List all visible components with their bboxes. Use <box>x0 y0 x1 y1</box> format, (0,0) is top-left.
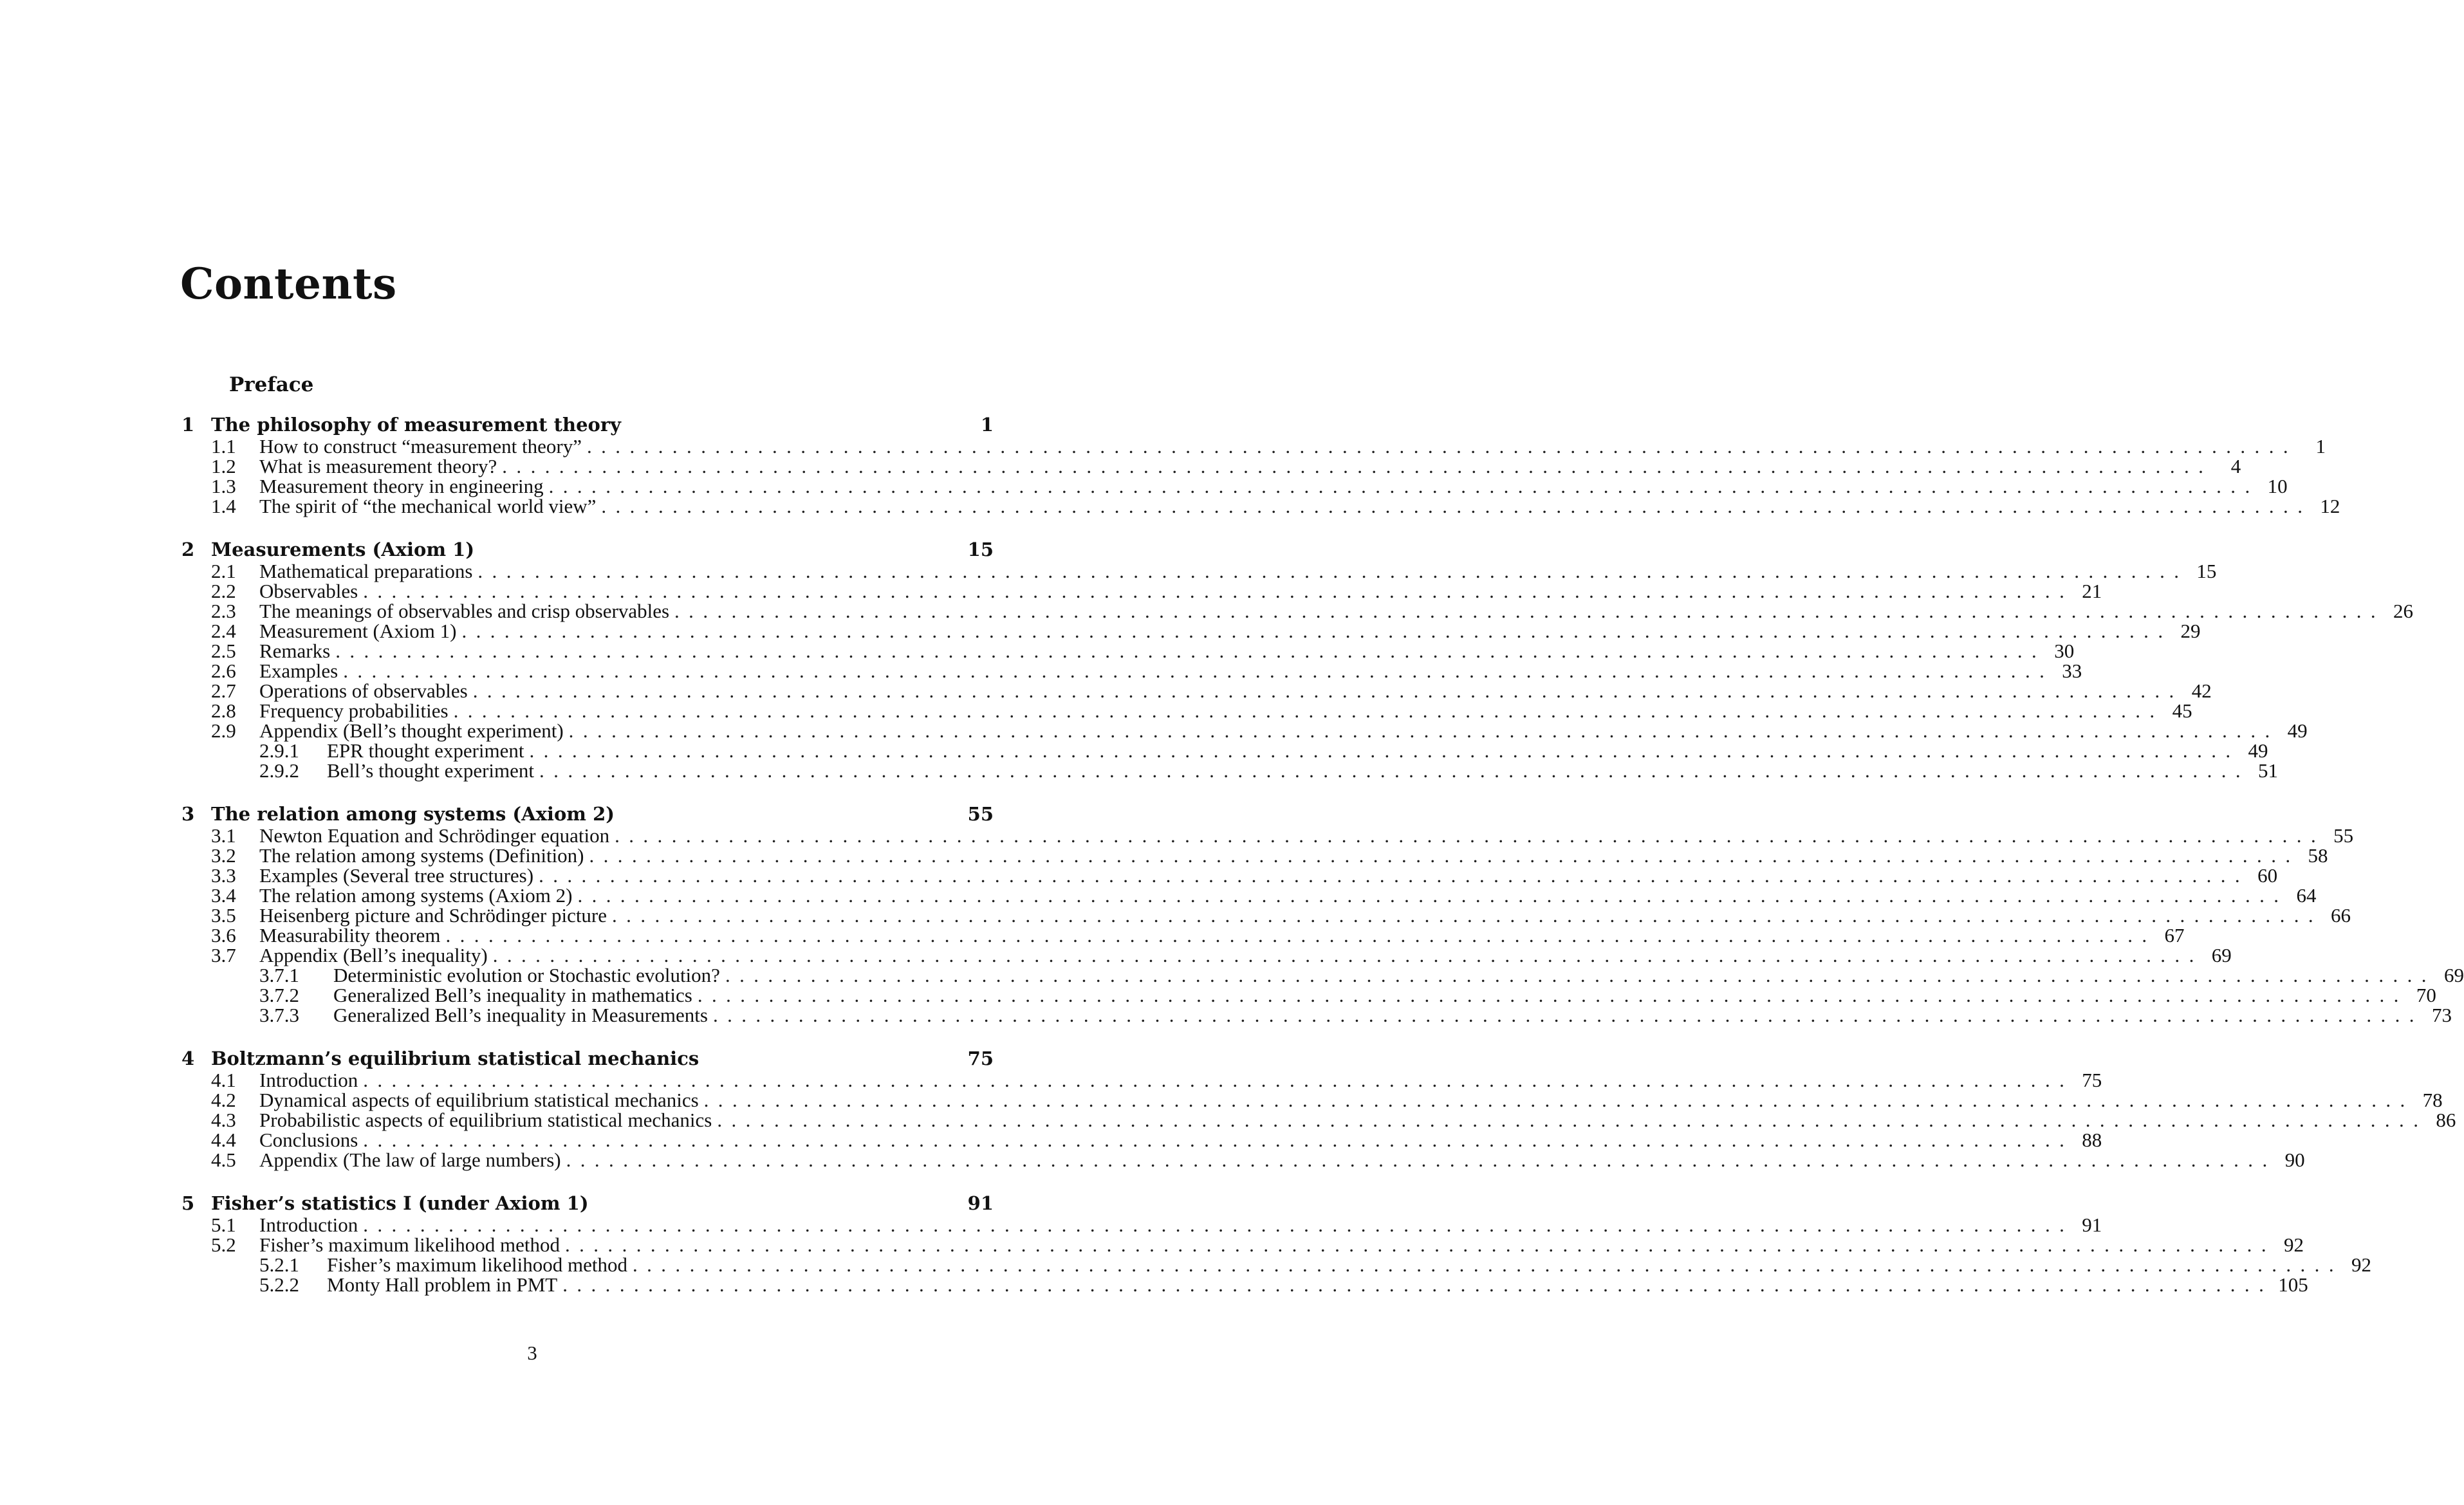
leader-dots: ........................................................................................................................ <box>472 679 2183 702</box>
chapter-title: The philosophy of measurement theory <box>211 414 622 436</box>
section-number: 2.2 <box>211 580 236 602</box>
section-title: What is measurement theory? <box>259 455 497 477</box>
section-title: Remarks <box>259 640 331 662</box>
page-number-ref: 49 <box>2287 719 2308 742</box>
page-number-ref: 29 <box>2180 620 2201 642</box>
page-number-ref: 1 <box>2315 435 2326 457</box>
chapter-title: Measurements (Axiom 1) <box>211 539 475 560</box>
leader-dots: ........................................................................................................................ <box>589 844 2300 867</box>
section-title: Newton Equation and Schrödinger equation <box>259 824 610 847</box>
section-row[interactable] <box>181 475 2288 497</box>
page-number-ref: 58 <box>2308 844 2328 867</box>
section-title: Introduction <box>259 1069 358 1091</box>
leader-dots: ........................................................................................................................ <box>548 475 2259 497</box>
leader-dots: ........................................................................................................................ <box>363 1214 2074 1236</box>
section-row[interactable] <box>181 600 2414 622</box>
dot-leader <box>577 885 2288 905</box>
section-number: 3.7 <box>211 944 236 966</box>
subsection-number: 5.2.2 <box>259 1273 299 1296</box>
dot-leader <box>335 641 2046 661</box>
subsection-row[interactable] <box>181 1004 2452 1026</box>
section-number: 1.2 <box>211 455 236 477</box>
section-number: 2.6 <box>211 660 236 682</box>
section-number: 4.5 <box>211 1149 236 1171</box>
section-row[interactable] <box>181 455 2241 477</box>
section-number: 3.6 <box>211 924 236 946</box>
section-row[interactable] <box>181 620 2201 642</box>
dot-leader <box>539 865 2249 885</box>
section-row[interactable] <box>181 719 2308 742</box>
dot-leader <box>363 1215 2073 1235</box>
section-title: Measurability theorem <box>259 924 441 946</box>
page-title: Contents <box>180 259 397 309</box>
dot-leader <box>502 456 2212 476</box>
chapter-number: 5 <box>181 1192 195 1214</box>
section-row[interactable] <box>181 1089 2443 1111</box>
page-number-ref: 64 <box>2296 884 2317 907</box>
chapter-block <box>181 802 2464 1026</box>
dot-leader <box>530 741 2240 761</box>
leader-dots: ........................................................................................................................ <box>363 1069 2074 1091</box>
section-title: Probabilistic aspects of equilibrium statistical mechanics <box>259 1109 712 1131</box>
section-number: 3.3 <box>211 864 236 887</box>
dot-leader <box>698 985 2408 1005</box>
page-number-ref: 55 <box>2333 824 2354 847</box>
subsection-title: Fisher’s maximum likelihood method <box>327 1253 627 1276</box>
preface-entry[interactable]: Preface <box>229 373 314 396</box>
section-title: Fisher’s maximum likelihood method <box>259 1233 560 1256</box>
section-number: 2.8 <box>211 699 236 722</box>
dot-leader <box>717 1110 2427 1130</box>
section-row[interactable] <box>181 1069 2102 1091</box>
section-row[interactable] <box>181 1149 2305 1171</box>
leader-dots: ........................................................................................................................ <box>529 739 2240 762</box>
page-number-ref: 10 <box>2267 475 2288 497</box>
section-number: 3.4 <box>211 884 236 907</box>
subsection-number: 3.7.2 <box>259 984 299 1006</box>
subsection-title: Monty Hall problem in PMT <box>327 1273 558 1296</box>
subsection-row[interactable] <box>181 1253 2371 1276</box>
leader-dots: ........................................................................................................................ <box>587 435 2297 457</box>
subsection-number: 2.9.1 <box>259 739 299 762</box>
subsection-number: 3.7.1 <box>259 964 299 986</box>
chapter-title: Boltzmann’s equilibrium statistical mechanics <box>211 1048 699 1069</box>
section-row[interactable] <box>181 1129 2102 1151</box>
page-number-ref: 67 <box>2164 924 2185 946</box>
chapter-row[interactable] <box>181 1192 994 1215</box>
chapter-number: 3 <box>181 803 195 825</box>
section-row[interactable] <box>181 924 2185 946</box>
section-number: 2.1 <box>211 560 236 582</box>
dot-leader <box>539 761 2250 780</box>
section-number: 4.4 <box>211 1129 236 1151</box>
page-number-ref: 60 <box>2257 864 2278 887</box>
section-row[interactable] <box>181 580 2102 602</box>
page-number-ref: 12 <box>2320 495 2340 517</box>
section-title: Frequency probabilities <box>259 699 449 722</box>
dot-leader <box>562 1275 2273 1295</box>
dot-leader <box>633 1255 2343 1275</box>
dot-leader <box>461 621 2172 641</box>
section-row[interactable] <box>181 844 2328 867</box>
dot-leader <box>363 1130 2073 1150</box>
section-number: 4.1 <box>211 1069 236 1091</box>
page-number-ref: 92 <box>2351 1253 2371 1276</box>
section-number: 5.2 <box>211 1233 236 1256</box>
leader-dots: ........................................................................................................................ <box>477 560 2189 582</box>
page-number-ref: 75 <box>2082 1069 2102 1091</box>
section-title: Heisenberg picture and Schrödinger picture <box>259 904 607 927</box>
section-row[interactable] <box>181 884 2317 907</box>
section-title: Dynamical aspects of equilibrium statistical mechanics <box>259 1089 699 1111</box>
section-number: 4.3 <box>211 1109 236 1131</box>
chapter-block <box>181 1047 2456 1171</box>
leader-dots: ........................................................................................................................ <box>564 1233 2275 1256</box>
subsection-number: 2.9.2 <box>259 759 299 782</box>
page-number-ref: 88 <box>2082 1129 2102 1151</box>
section-number: 1.4 <box>211 495 236 517</box>
chapter-row[interactable] <box>181 1047 994 1070</box>
subsection-number: 5.2.1 <box>259 1253 299 1276</box>
leader-dots: ........................................................................................................................ <box>363 1129 2074 1151</box>
page-number-ref: 51 <box>2258 759 2279 782</box>
dot-leader <box>493 945 2203 965</box>
section-title: Examples (Several tree structures) <box>259 864 534 887</box>
dot-leader <box>565 1235 2275 1255</box>
page-number-ref: 4 <box>2230 455 2241 477</box>
leader-dots: ........................................................................................................................ <box>712 1004 2423 1026</box>
page-number-ref: 26 <box>2393 600 2414 622</box>
leader-dots: ........................................................................................................................ <box>539 759 2250 782</box>
section-row[interactable] <box>181 560 2217 582</box>
leader-dots: ........................................................................................................................ <box>568 719 2279 742</box>
dot-leader <box>589 845 2300 865</box>
chapter-page: 55 <box>967 803 994 825</box>
section-row[interactable] <box>181 435 2326 457</box>
section-title: Conclusions <box>259 1129 358 1151</box>
subsection-title: Bell’s thought experiment <box>327 759 535 782</box>
chapter-number: 4 <box>181 1048 195 1069</box>
section-title: Operations of observables <box>259 679 468 702</box>
page-number-ref: 42 <box>2191 679 2212 702</box>
section-number: 3.5 <box>211 904 236 927</box>
dot-leader <box>477 561 2188 581</box>
chapter-page: 75 <box>967 1048 994 1069</box>
leader-dots: ........................................................................................................................ <box>674 600 2385 622</box>
leader-dots: ........................................................................................................................ <box>612 904 2323 927</box>
page-number-ref: 66 <box>2331 904 2351 927</box>
section-row[interactable] <box>181 1233 2304 1256</box>
page-number-ref: 70 <box>2416 984 2436 1006</box>
dot-leader <box>549 476 2259 496</box>
chapter-page: 15 <box>967 539 994 560</box>
dot-leader <box>587 436 2297 456</box>
section-row[interactable] <box>181 1109 2456 1131</box>
leader-dots: ........................................................................................................................ <box>615 824 2326 847</box>
section-title: Appendix (The law of large numbers) <box>259 1149 561 1171</box>
page-number-ref: 78 <box>2422 1089 2443 1111</box>
page-number-ref: 69 <box>2211 944 2232 966</box>
page-number-ref: 49 <box>2248 739 2268 762</box>
dot-leader <box>704 1090 2414 1110</box>
section-title: Appendix (Bell’s inequality) <box>259 944 488 966</box>
table-of-contents <box>181 413 2464 1316</box>
leader-dots: ........................................................................................................................ <box>539 864 2250 887</box>
subsection-row[interactable] <box>181 984 2436 1006</box>
section-title: The meanings of observables and crisp observables <box>259 600 670 622</box>
section-title: The relation among systems (Axiom 2) <box>259 884 573 907</box>
section-number: 3.2 <box>211 844 236 867</box>
chapter-number: 2 <box>181 539 195 560</box>
leader-dots: ........................................................................................................................ <box>343 660 2054 682</box>
section-title: Introduction <box>259 1214 358 1236</box>
leader-dots: ........................................................................................................................ <box>461 620 2172 642</box>
chapter-block <box>181 413 2340 517</box>
dot-leader <box>713 1005 2423 1025</box>
leader-dots: ........................................................................................................................ <box>502 455 2213 477</box>
chapter-block <box>181 538 2414 782</box>
section-row[interactable] <box>181 640 2075 662</box>
section-number: 1.1 <box>211 435 236 457</box>
page-number-ref: 21 <box>2082 580 2102 602</box>
page-number-ref: 73 <box>2431 1004 2452 1026</box>
dot-leader <box>612 905 2322 925</box>
section-title: Measurement (Axiom 1) <box>259 620 457 642</box>
section-title: Observables <box>259 580 358 602</box>
chapter-row[interactable] <box>181 413 994 436</box>
page-number-ref: 90 <box>2284 1149 2305 1171</box>
section-title: Appendix (Bell’s thought experiment) <box>259 719 564 742</box>
chapter-row[interactable] <box>181 538 994 561</box>
dot-leader <box>446 925 2156 945</box>
page-number-ref: 86 <box>2436 1109 2456 1131</box>
section-row[interactable] <box>181 495 2340 517</box>
subsection-number: 3.7.3 <box>259 1004 299 1026</box>
leader-dots: ........................................................................................................................ <box>562 1273 2274 1296</box>
section-number: 2.5 <box>211 640 236 662</box>
leader-dots: ........................................................................................................................ <box>703 1089 2414 1111</box>
section-row[interactable] <box>181 864 2278 887</box>
page-number-ref: 30 <box>2054 640 2075 662</box>
subsection-title: Deterministic evolution or Stochastic evolution? <box>333 964 720 986</box>
section-number: 4.2 <box>211 1089 236 1111</box>
dot-leader <box>343 661 2053 681</box>
chapter-title: Fisher’s statistics I (under Axiom 1) <box>211 1192 589 1214</box>
page-number-ref: 105 <box>2278 1273 2308 1296</box>
dot-leader <box>363 1070 2073 1090</box>
section-row[interactable] <box>181 904 2351 927</box>
chapter-page: 1 <box>980 414 994 436</box>
section-number: 5.1 <box>211 1214 236 1236</box>
section-title: Measurement theory in engineering <box>259 475 544 497</box>
dot-leader <box>473 681 2183 701</box>
chapter-row[interactable] <box>181 802 994 826</box>
section-title: Examples <box>259 660 338 682</box>
leader-dots: ........................................................................................................................ <box>363 580 2074 602</box>
subsection-title: EPR thought experiment <box>327 739 524 762</box>
dot-leader <box>566 1150 2277 1170</box>
section-title: Mathematical preparations <box>259 560 473 582</box>
chapter-number: 1 <box>181 414 195 436</box>
subsection-row[interactable] <box>181 1273 2308 1296</box>
subsection-row[interactable] <box>181 964 2464 986</box>
leader-dots: ........................................................................................................................ <box>601 495 2312 517</box>
section-row[interactable] <box>181 699 2192 722</box>
dot-leader <box>725 965 2436 985</box>
dot-leader <box>363 581 2073 601</box>
leader-dots: ........................................................................................................................ <box>632 1253 2343 1276</box>
section-row[interactable] <box>181 679 2212 702</box>
section-title: The relation among systems (Definition) <box>259 844 584 867</box>
dot-leader <box>454 701 2164 721</box>
page-number-ref: 45 <box>2172 699 2192 722</box>
page-number-ref: 69 <box>2443 964 2464 986</box>
section-number: 2.4 <box>211 620 236 642</box>
leader-dots: ........................................................................................................................ <box>577 884 2288 907</box>
page-number-ref: 92 <box>2283 1233 2304 1256</box>
leader-dots: ........................................................................................................................ <box>697 984 2408 1006</box>
dot-leader <box>674 601 2385 621</box>
section-row[interactable] <box>181 1214 2102 1236</box>
subsection-row[interactable] <box>181 759 2279 782</box>
section-number: 1.3 <box>211 475 236 497</box>
section-row[interactable] <box>181 824 2354 847</box>
section-number: 2.9 <box>211 719 236 742</box>
section-row[interactable] <box>181 660 2082 682</box>
dot-leader <box>601 496 2311 516</box>
chapter-page: 91 <box>967 1192 994 1214</box>
chapter-title: The relation among systems (Axiom 2) <box>211 803 615 825</box>
page-number: 3 <box>527 1342 537 1364</box>
section-row[interactable] <box>181 944 2232 966</box>
subsection-title: Generalized Bell’s inequality in Measurements <box>333 1004 708 1026</box>
dot-leader <box>569 721 2279 741</box>
section-title: How to construct “measurement theory” <box>259 435 582 457</box>
page-number-ref: 15 <box>2196 560 2217 582</box>
page-number-ref: 33 <box>2062 660 2082 682</box>
section-number: 3.1 <box>211 824 236 847</box>
leader-dots: ........................................................................................................................ <box>453 699 2164 722</box>
subsection-row[interactable] <box>181 739 2268 762</box>
subsection-title: Generalized Bell’s inequality in mathematics <box>333 984 692 1006</box>
leader-dots: ........................................................................................................................ <box>445 924 2156 946</box>
leader-dots: ........................................................................................................................ <box>717 1109 2428 1131</box>
leader-dots: ........................................................................................................................ <box>492 944 2203 966</box>
chapter-block <box>181 1192 2371 1296</box>
leader-dots: ........................................................................................................................ <box>335 640 2046 662</box>
leader-dots: ........................................................................................................................ <box>566 1149 2277 1171</box>
section-number: 2.7 <box>211 679 236 702</box>
leader-dots: ........................................................................................................................ <box>725 964 2436 986</box>
dot-leader <box>615 826 2325 845</box>
page-number-ref: 91 <box>2082 1214 2102 1236</box>
section-title: The spirit of “the mechanical world view” <box>259 495 597 517</box>
section-number: 2.3 <box>211 600 236 622</box>
